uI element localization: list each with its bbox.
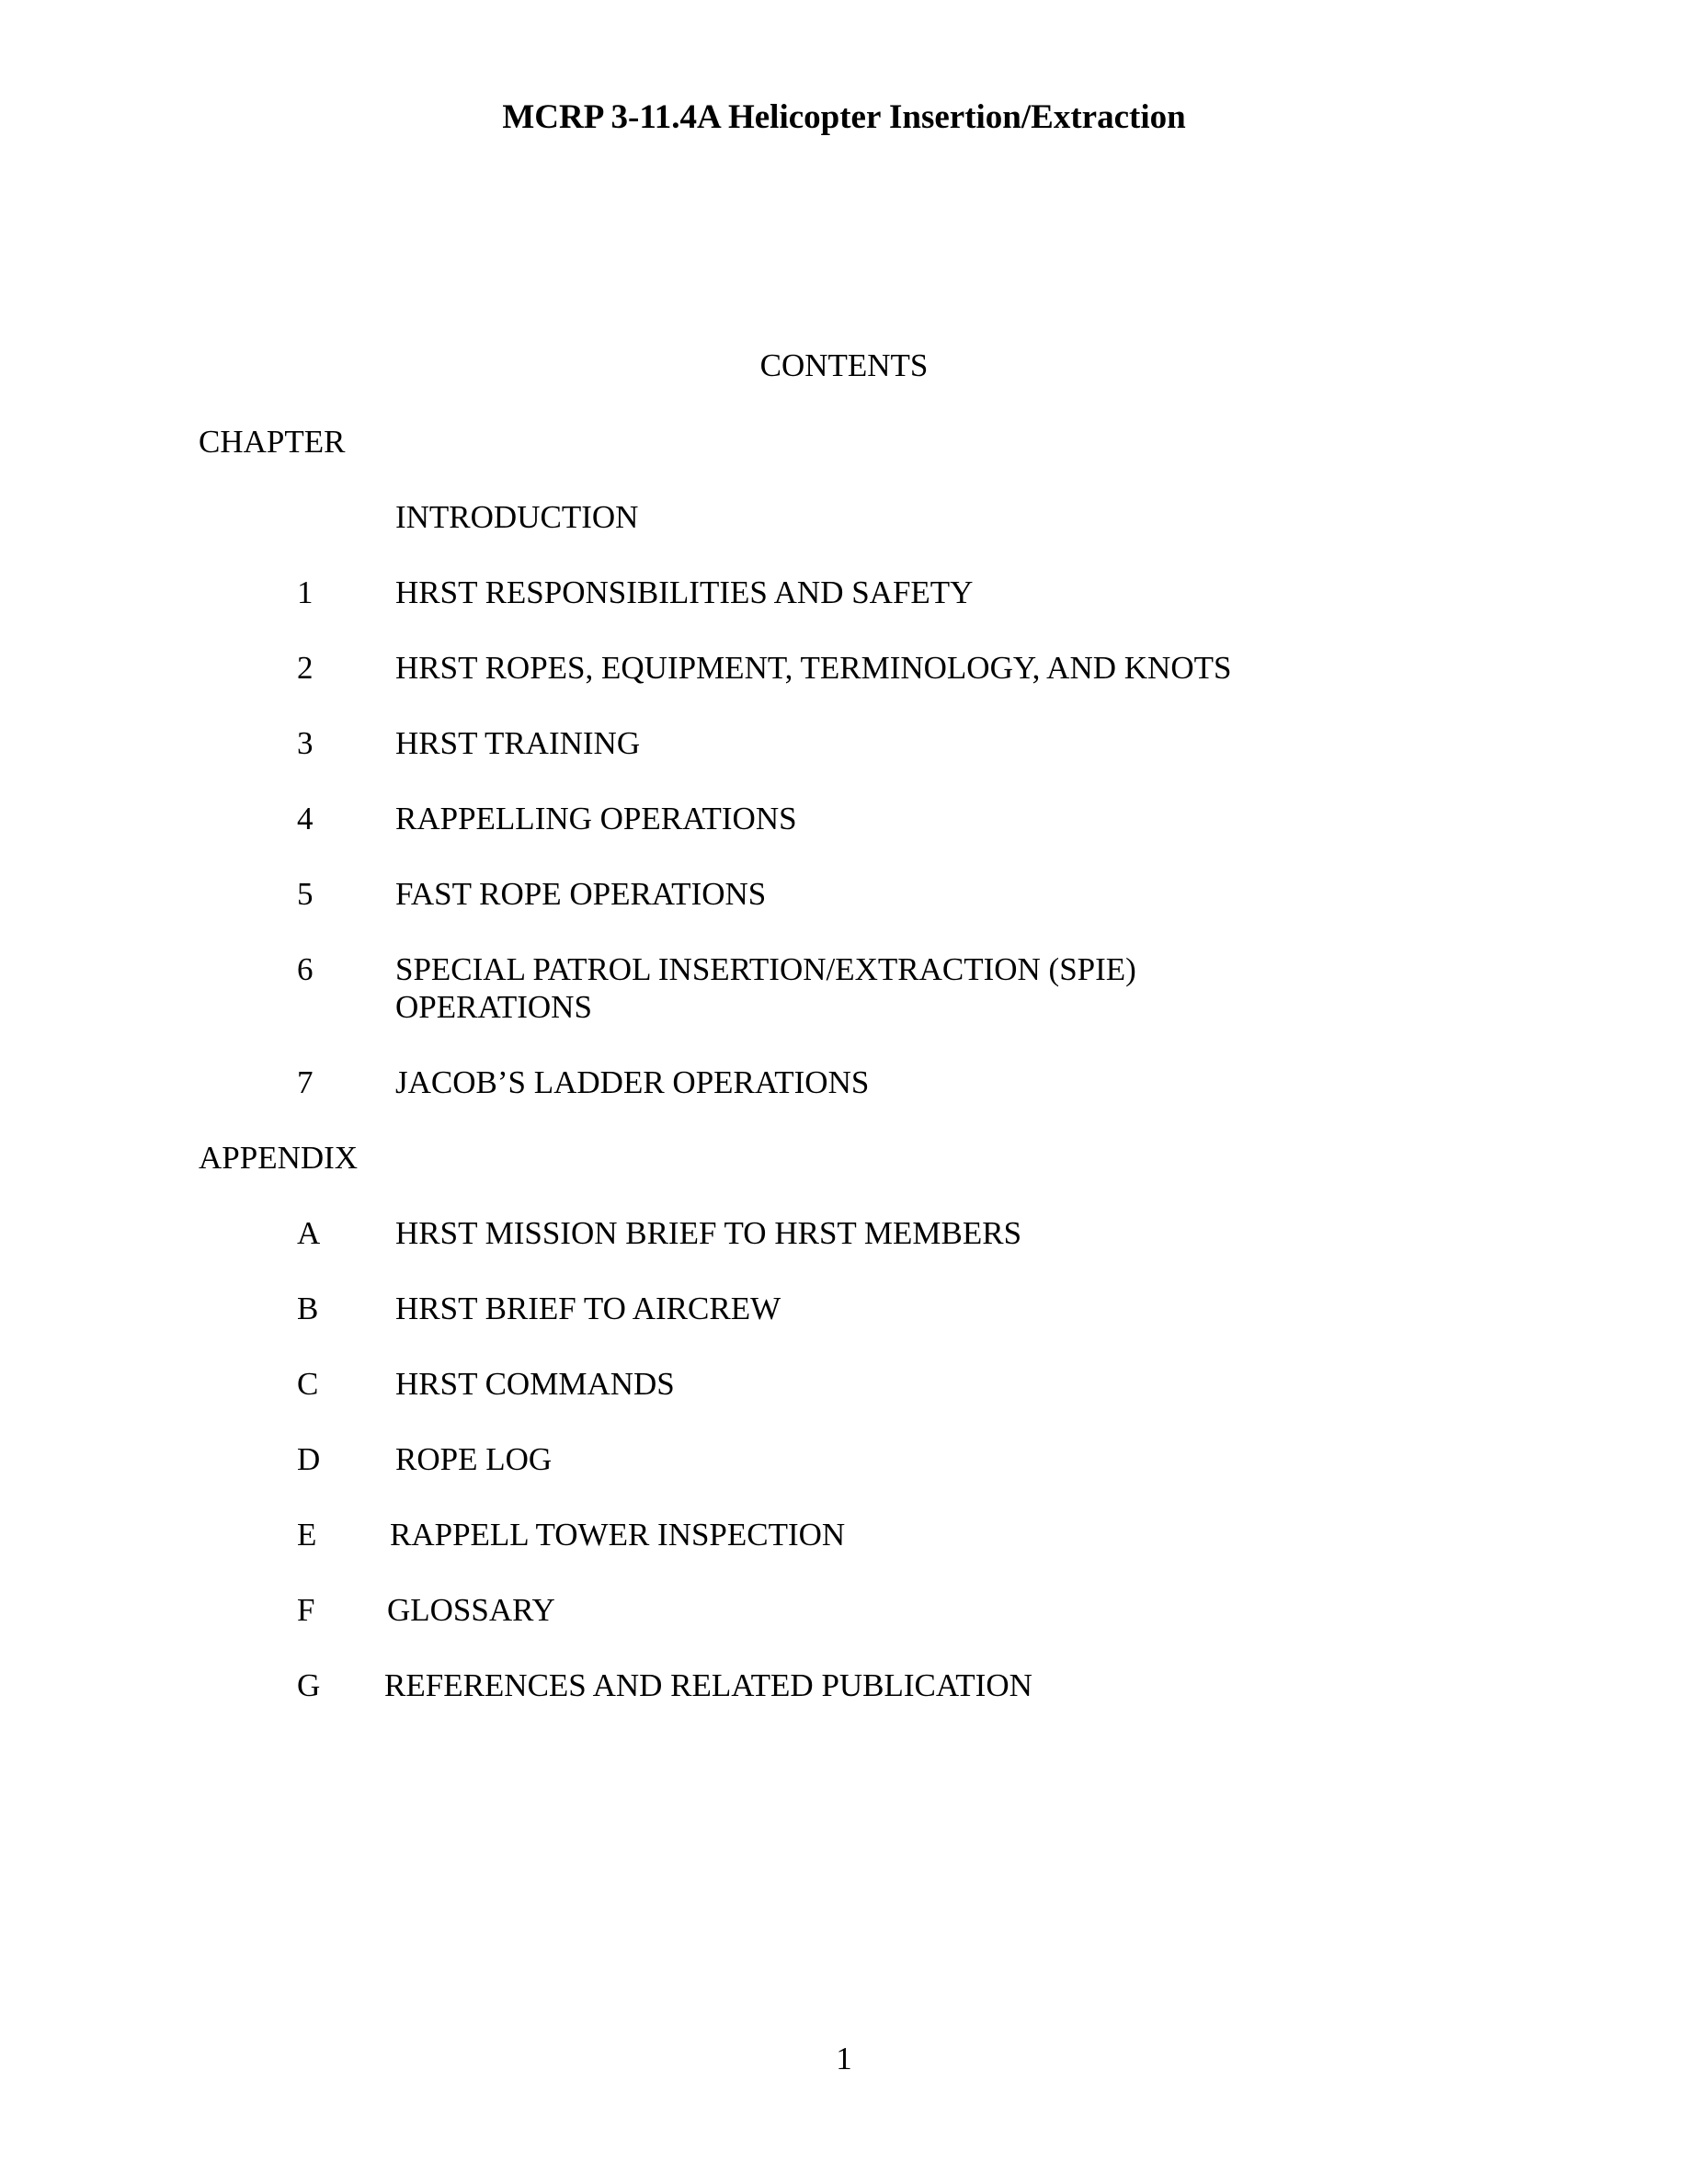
toc-number: 1	[297, 574, 314, 610]
toc-number: 3	[297, 725, 314, 761]
toc-title: ROPE LOG	[395, 1441, 553, 1477]
toc-letter: F	[297, 1592, 315, 1628]
toc-title: HRST BRIEF TO AIRCREW	[395, 1291, 781, 1326]
toc-title-continuation: OPERATIONS	[395, 989, 592, 1025]
chapter-heading: CHAPTER	[199, 424, 346, 460]
toc-number: 7	[297, 1064, 314, 1100]
toc-title: HRST RESPONSIBILITIES AND SAFETY	[395, 574, 974, 610]
toc-letter: A	[297, 1215, 321, 1251]
toc-number: 6	[297, 951, 314, 987]
toc-letter: G	[297, 1667, 321, 1703]
toc-title: RAPPELLING OPERATIONS	[395, 801, 797, 836]
toc-letter: B	[297, 1291, 319, 1326]
toc-title: SPECIAL PATROL INSERTION/EXTRACTION (SPIE)	[395, 951, 1136, 987]
toc-title: INTRODUCTION	[395, 499, 639, 535]
toc-number: 2	[297, 650, 314, 686]
page-header: MCRP 3-11.4A Helicopter Insertion/Extraction	[502, 98, 1186, 136]
toc-title: HRST MISSION BRIEF TO HRST MEMBERS	[395, 1215, 1022, 1251]
toc-letter: E	[297, 1517, 317, 1553]
toc-title: GLOSSARY	[387, 1592, 555, 1628]
toc-title: HRST TRAINING	[395, 725, 641, 761]
contents-title: CONTENTS	[759, 347, 929, 383]
toc-number: 5	[297, 876, 314, 912]
appendix-heading: APPENDIX	[199, 1140, 359, 1176]
toc-title: HRST ROPES, EQUIPMENT, TERMINOLOGY, AND KNOTS	[395, 650, 1232, 686]
toc-title: FAST ROPE OPERATIONS	[395, 876, 767, 912]
toc-title: JACOB’S LADDER OPERATIONS	[395, 1064, 870, 1100]
toc-title: HRST COMMANDS	[395, 1366, 675, 1402]
toc-title: RAPPELL TOWER INSPECTION	[390, 1517, 846, 1553]
toc-title: REFERENCES AND RELATED PUBLICATION	[384, 1667, 1032, 1703]
page-number: 1	[836, 2041, 852, 2076]
toc-number: 4	[297, 801, 314, 836]
toc-letter: D	[297, 1441, 321, 1477]
toc-letter: C	[297, 1366, 319, 1402]
